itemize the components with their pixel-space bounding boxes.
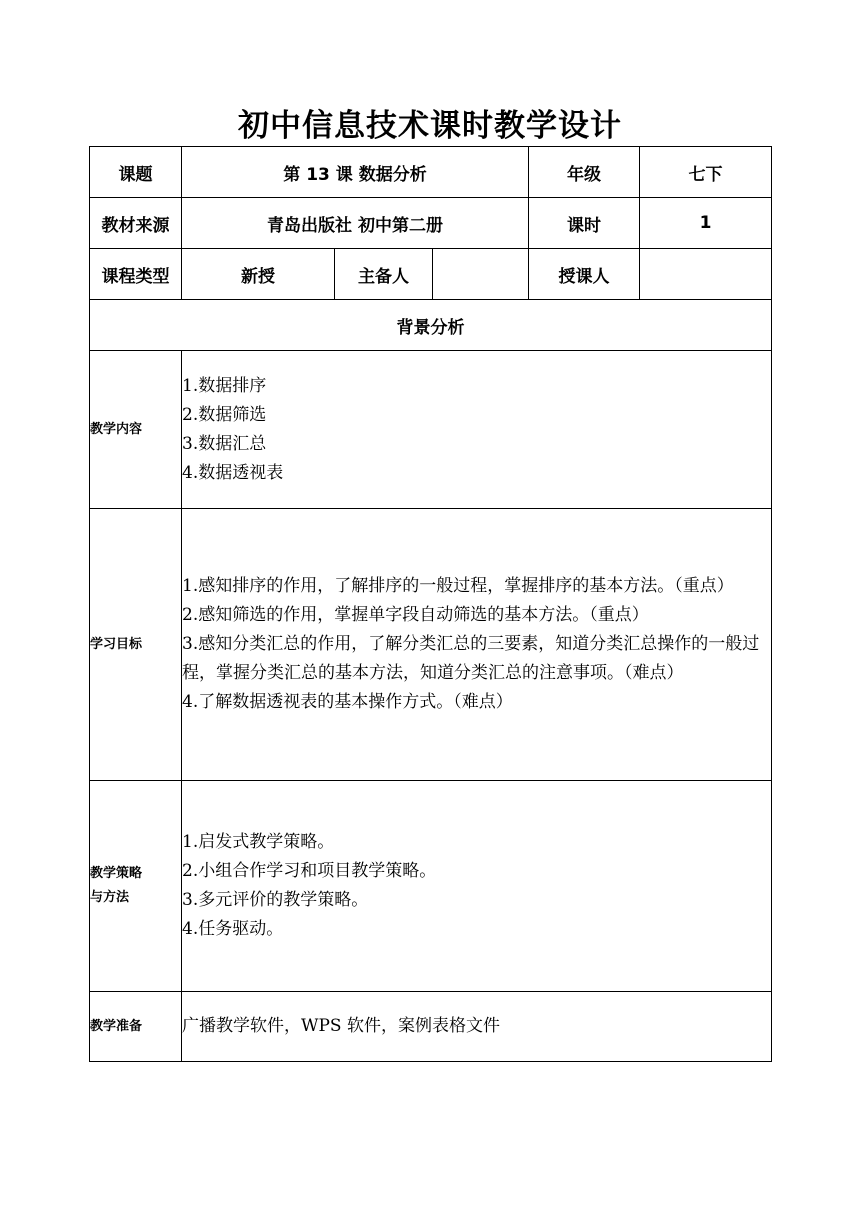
strategy-label — [90, 781, 182, 992]
goals-row — [90, 509, 772, 781]
goal-item: 3.感知分类汇总的作用，了解分类汇总的三要素，知道分类汇总操作的一般过程，掌握分类汇总的基本方法，知道分类汇总的注意事项。（难点） — [182, 634, 760, 683]
preparer-value — [433, 249, 529, 300]
goal-item: 1.感知排序的作用，了解排序的一般过程，掌握排序的基本方法。（重点） — [182, 576, 734, 596]
grade-label: 年级 — [529, 147, 640, 198]
content-item: 1.数据排序 — [182, 375, 267, 396]
type-value: 新授 — [182, 249, 335, 300]
background-heading: 背景分析 — [90, 300, 772, 351]
preparation-label: 教学准备 — [90, 992, 182, 1062]
strategy-item: 4.任务驱动。 — [182, 919, 284, 939]
background-heading-row — [90, 300, 772, 351]
hours-value: 1 — [640, 198, 772, 249]
topic-value: 第 13 课 数据分析 — [182, 147, 529, 198]
content-item: 3.数据汇总 — [182, 433, 267, 454]
strategy-list — [182, 781, 772, 992]
content-list — [182, 351, 772, 509]
preparation-row — [90, 992, 772, 1062]
preparer-label: 主备人 — [335, 249, 433, 300]
goal-item: 2.感知筛选的作用，掌握单字段自动筛选的基本方法。（重点） — [182, 605, 649, 625]
content-label: 教学内容 — [90, 351, 182, 509]
teacher-label: 授课人 — [529, 249, 640, 300]
source-label: 教材来源 — [90, 198, 182, 249]
header-row-source — [90, 198, 772, 249]
strategy-label-line: 与方法 — [90, 890, 130, 905]
strategy-label-line: 教学策略 — [90, 866, 143, 881]
goal-item: 4.了解数据透视表的基本操作方式。（难点） — [182, 692, 513, 712]
preparation-text: 广播教学软件，WPS 软件，案例表格文件 — [182, 992, 772, 1062]
strategy-row — [90, 781, 772, 992]
topic-label: 课题 — [90, 147, 182, 198]
header-row-topic — [90, 147, 772, 198]
grade-value: 七下 — [640, 147, 772, 198]
strategy-item: 1.启发式教学策略。 — [182, 832, 335, 852]
source-value: 青岛出版社 初中第二册 — [182, 198, 529, 249]
strategy-item: 2.小组合作学习和项目教学策略。 — [182, 861, 437, 881]
content-row — [90, 351, 772, 509]
page-title: 初中信息技术课时教学设计 — [238, 108, 622, 144]
hours-label: 课时 — [529, 198, 640, 249]
header-row-type — [90, 249, 772, 300]
type-label: 课程类型 — [90, 249, 182, 300]
content-item: 2.数据筛选 — [182, 404, 267, 425]
lesson-plan-table — [89, 146, 772, 1062]
teacher-value — [640, 249, 772, 300]
goals-list — [182, 509, 772, 781]
strategy-item: 3.多元评价的教学策略。 — [182, 890, 369, 910]
content-item: 4.数据透视表 — [182, 462, 284, 483]
goals-label: 学习目标 — [90, 509, 182, 781]
